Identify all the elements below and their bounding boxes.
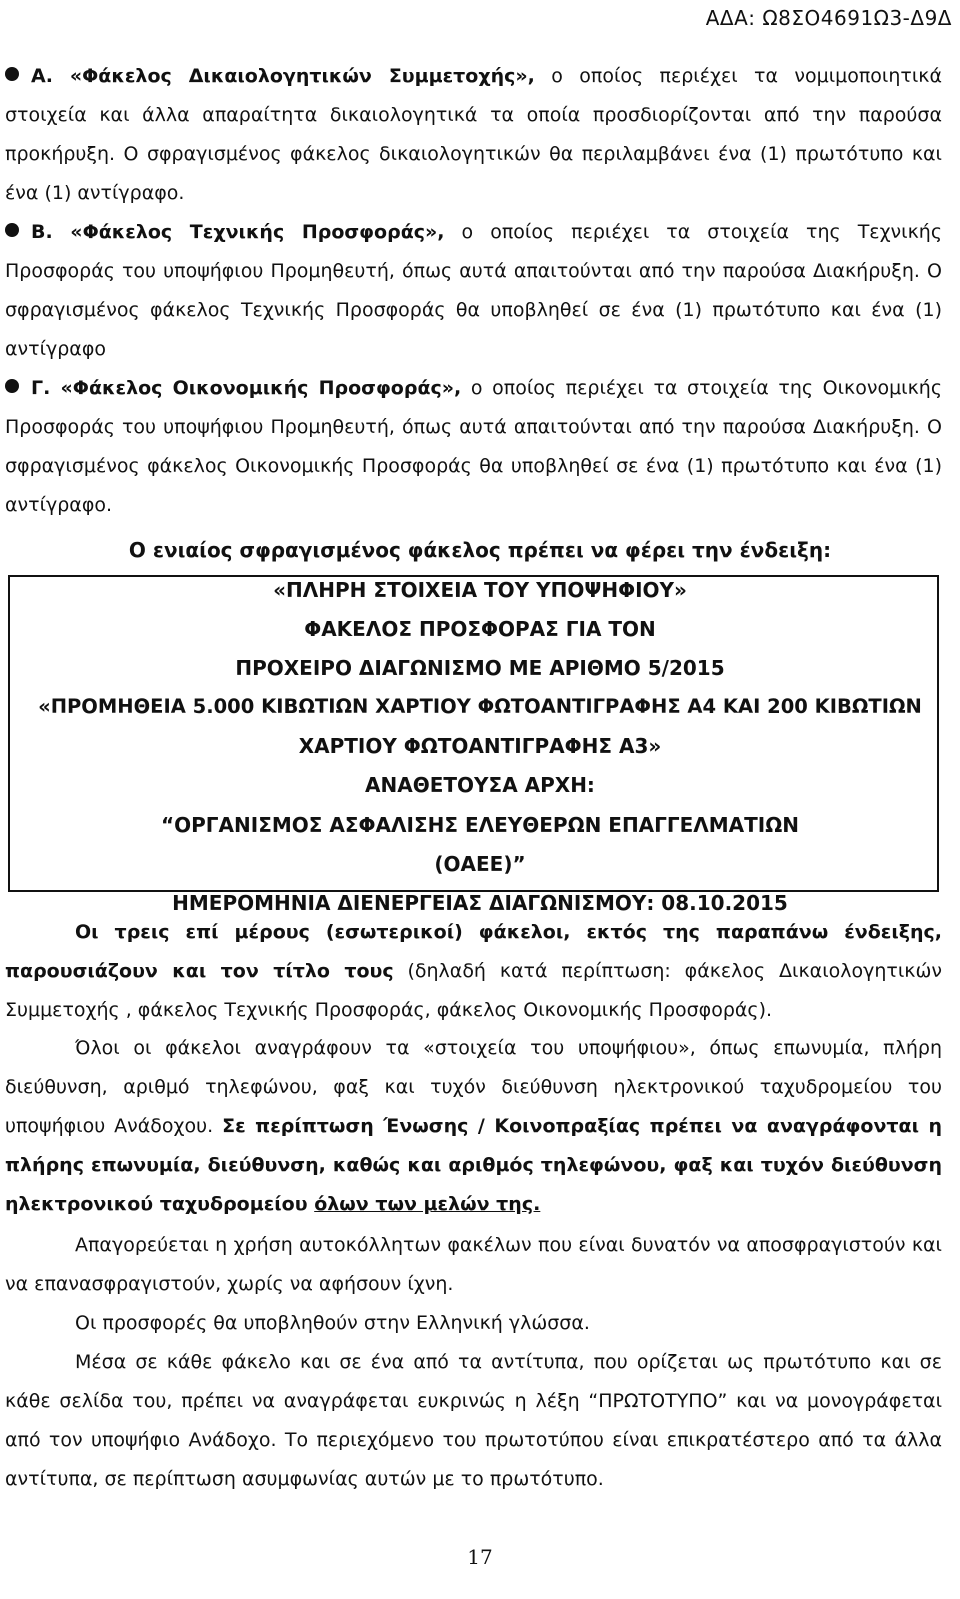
- envelope-a-text: ο οποίος περιέχει τα νομιμοποιητικά στοιχεία και άλλα απαραίτητα δικαιολογητικά τα οποία προσδιορίζονται από την παρούσα προκήρυξη. Ο σφραγισμένος φάκελος δικαιολογητικών θα περιλαμβάνει ένα (1) πρωτότυπο και ένα (1) αντίγραφο.: [5, 65, 942, 204]
- box-line-8: (ΟΑΕΕ)”: [434, 852, 526, 876]
- envelope-a-paragraph: [5, 57, 942, 213]
- bullet-icon: [5, 67, 19, 81]
- p4-text: Οι προσφορές θα υποβληθούν στην Ελληνική γλώσσα.: [75, 1312, 590, 1334]
- box-line-7: “ΟΡΓΑΝΙΣΜΟΣ ΑΣΦΑΛΙΣΗΣ ΕΛΕΥΘΕΡΩΝ ΕΠΑΓΓΕΛΜΑΤΙΩΝ: [161, 813, 799, 837]
- envelope-c-label: Γ. «Φάκελος Οικονομικής Προσφοράς»,: [31, 377, 462, 399]
- page-number: 17: [467, 1545, 493, 1569]
- envelope-a-label: Α. «Φάκελος Δικαιολογητικών Συμμετοχής»,: [31, 65, 535, 87]
- p2-bold-underline-text: όλων των μελών της.: [314, 1193, 541, 1215]
- envelope-b-paragraph: [5, 213, 942, 369]
- box-line-1: «ΠΛΗΡΗ ΣΤΟΙΧΕΙΑ ΤΟΥ ΥΠΟΨΗΦΙΟΥ»: [273, 578, 687, 602]
- body-paragraph-5: [5, 1343, 942, 1499]
- box-line-2: ΦΑΚΕΛΟΣ ΠΡΟΣΦΟΡΑΣ ΓΙΑ ΤΟΝ: [304, 617, 656, 641]
- ada-code: ΑΔΑ: Ω8ΣΟ4691Ω3-Δ9Δ: [705, 6, 952, 30]
- body-paragraph-3: [5, 1226, 942, 1304]
- box-line-5: ΧΑΡΤΙΟΥ ΦΩΤΟΑΝΤΙΓΡΑΦΗΣ Α3»: [298, 734, 662, 758]
- box-line-6: ΑΝΑΘΕΤΟΥΣΑ ΑΡΧΗ:: [365, 773, 595, 797]
- box-line-3: ΠΡΟΧΕΙΡΟ ΔΙΑΓΩΝΙΣΜΟ ΜΕ ΑΡΙΘΜΟ 5/2015: [235, 656, 725, 680]
- p5-text: Μέσα σε κάθε φάκελο και σε ένα από τα αντίτυπα, που ορίζεται ως πρωτότυπο και σε κάθε σελίδα του, πρέπει να αναγράφεται ευκρινώς η λέξη “ΠΡΩΤΟΤΥΠΟ” και να μονογράφεται από τον υποψήφιο Ανάδοχο. Το περιεχόμενο του πρωτοτύπου είναι επικρατέστερο από τα άλλα αντίτυπα, σε περίπτωση ασυμφωνίας αυτών με το πρωτότυπο.: [5, 1351, 942, 1490]
- box-line-9: ΗΜΕΡΟΜΗΝΙΑ ΔΙΕΝΕΡΓΕΙΑΣ ΔΙΑΓΩΝΙΣΜΟΥ: 08.10.2015: [172, 891, 788, 915]
- bullet-icon: [5, 223, 19, 237]
- box-line-4: «ΠΡΟΜΗΘΕΙΑ 5.000 ΚΙΒΩΤΙΩΝ ΧΑΡΤΙΟΥ ΦΩΤΟΑΝΤΙΓΡΑΦΗΣ Α4 ΚΑΙ 200 ΚΙΒΩΤΙΩΝ: [38, 695, 922, 718]
- p3-text: Απαγορεύεται η χρήση αυτοκόλλητων φακέλων που είναι δυνατόν να αποσφραγιστούν και να επανασφραγιστούν, χωρίς να αφήσουν ίχνη.: [5, 1234, 942, 1295]
- p2-bold-text: Σε περίπτωση Ένωσης / Κοινοπραξίας πρέπει να αναγράφονται η πλήρης επωνυμία, διεύθυνση, καθώς και αριθμός τηλεφώνου, φαξ και τυχόν διεύθυνση ηλεκτρονικού ταχυδρομείου: [5, 1115, 943, 1215]
- envelope-notice-heading: Ο ενιαίος σφραγισμένος φάκελος πρέπει να φέρει την ένδειξη:: [128, 538, 832, 562]
- body-paragraph-2: [5, 1029, 942, 1224]
- p1-text: (δηλαδή κατά περίπτωση: φάκελος Δικαιολογητικών Συμμετοχής , φάκελος Τεχνικής Προσφοράς, φάκελος Οικονομικής Προσφοράς).: [5, 960, 942, 1021]
- envelope-b-text: ο οποίος περιέχει τα στοιχεία της Τεχνικής Προσφοράς του υποψήφιου Προμηθευτή, όπως αυτά απαιτούνται από την παρούσα Διακήρυξη. Ο σφραγισμένος φάκελος Τεχνικής Προσφοράς θα υποβληθεί σε ένα (1) πρωτότυπο και ένα (1) αντίγραφο: [5, 221, 942, 360]
- envelope-c-paragraph: [5, 369, 942, 525]
- p2-text: Όλοι οι φάκελοι αναγράφουν τα «στοιχεία του υποψήφιου», όπως επωνυμία, πλήρη διεύθυνση, αριθμό τηλεφώνου, φαξ και τυχόν διεύθυνση ηλεκτρονικού ταχυδρομείου του υποψήφιου Ανάδοχου.: [5, 1037, 942, 1137]
- body-paragraph-1: [5, 913, 942, 1030]
- envelope-c-text: ο οποίος περιέχει τα στοιχεία της Οικονομικής Προσφοράς του υποψήφιου Προμηθευτή, όπως αυτά απαιτούνται από την παρούσα Διακήρυξη. Ο σφραγισμένος φάκελος Οικονομικής Προσφοράς θα υποβληθεί σε ένα (1) πρωτότυπο και ένα (1) αντίγραφο.: [5, 377, 943, 516]
- body-paragraph-4: [5, 1304, 942, 1343]
- p1-bold-text: Οι τρεις επί μέρους (εσωτερικοί) φάκελοι, εκτός της παραπάνω ένδειξης, παρουσιάζουν και τον τίτλο τους: [5, 921, 942, 982]
- envelope-b-label: Β. «Φάκελος Τεχνικής Προσφοράς»,: [31, 221, 445, 243]
- bullet-icon: [5, 379, 19, 393]
